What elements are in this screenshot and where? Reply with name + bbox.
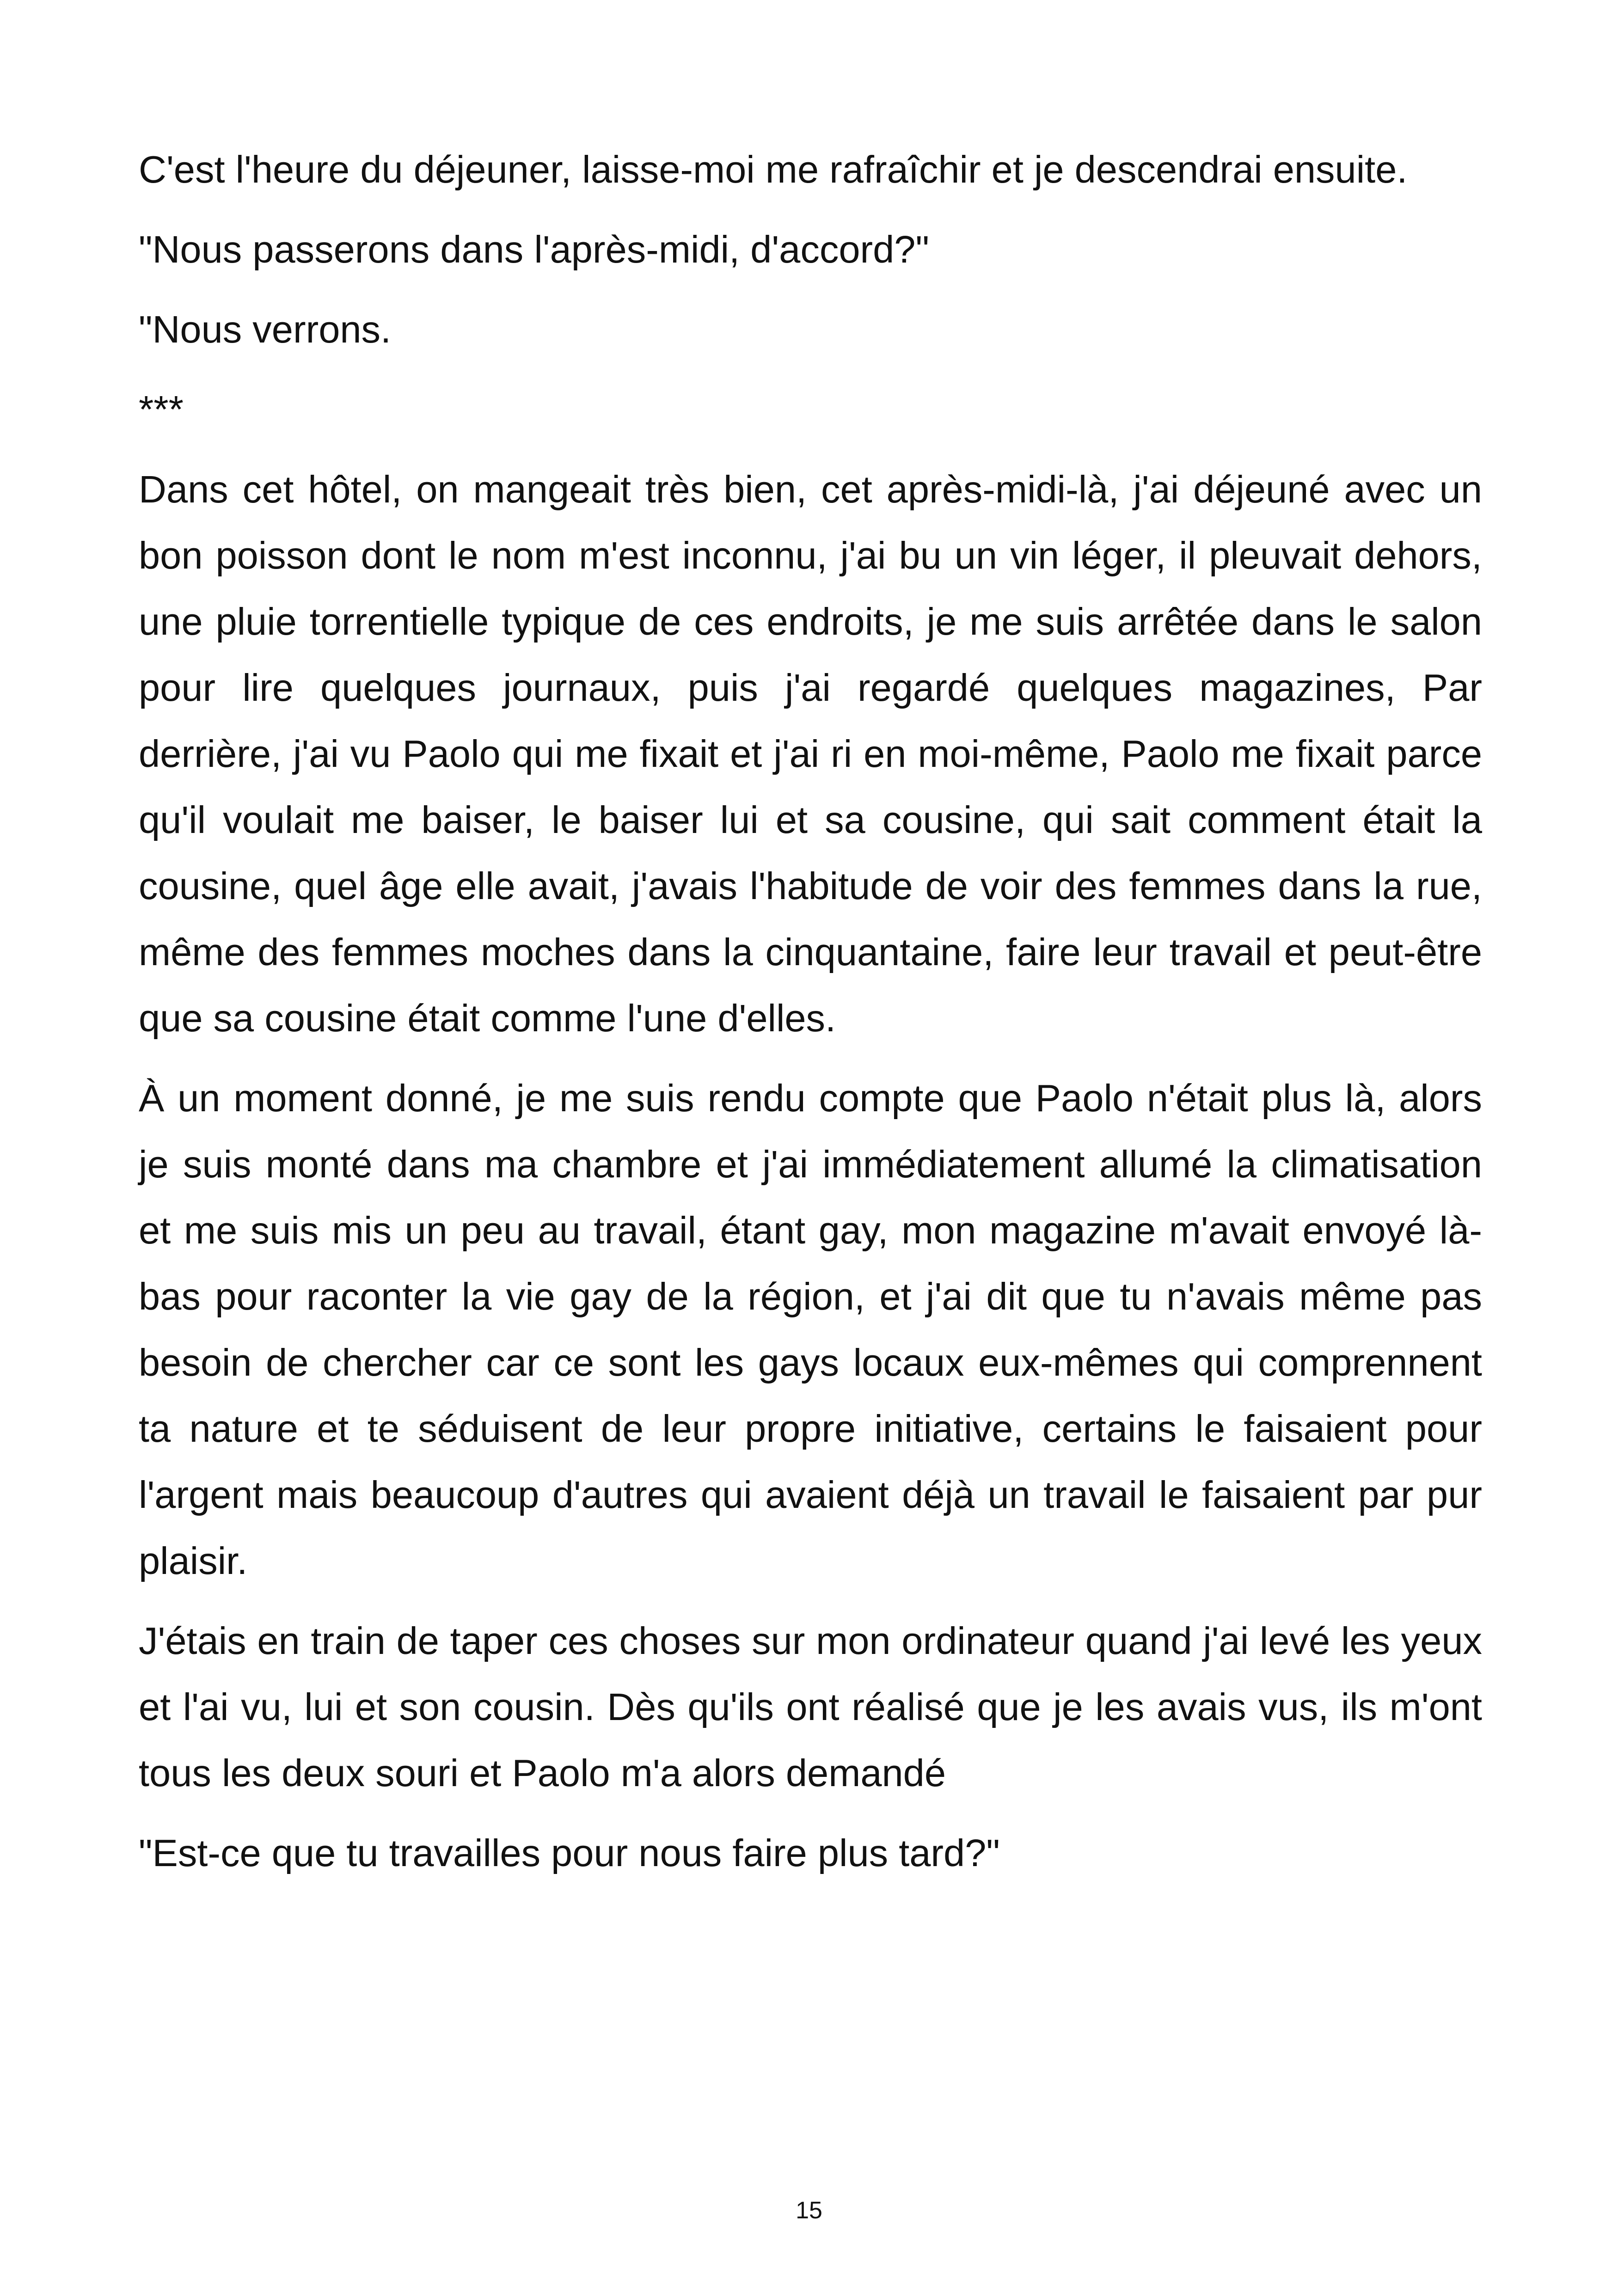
paragraph-5: À un moment donné, je me suis rendu compte que Paolo n'était plus là, alors je suis monté dans ma chambre et j'ai immédiatement allumé la climatisation et me suis mis un peu au travail, étant gay, mon magazine m'avait envoyé là-bas pour raconter la vie gay de la région, et j'ai dit que tu n'avais même pas besoin de chercher car ce sont les gays locaux eux-mêmes qui comprennent ta nature et te séduisent de leur propre initiative, certains le faisaient pour l'argent mais beaucoup d'autres qui avaient déjà un travail le faisaient par pur plaisir. [139,1077,1482,1582]
paragraph-2: "Nous passerons dans l'après-midi, d'accord?" [139,228,929,271]
paragraph-4: Dans cet hôtel, on mangeait très bien, cet après-midi-là, j'ai déjeuné avec un bon poisson dont le nom m'est inconnu, j'ai bu un vin léger, il pleuvait dehors, une pluie torrentielle typique de ces endroits, je me suis arrêtée dans le salon pour lire quelques journaux, puis j'ai regardé quelques magazines, Par derrière, j'ai vu Paolo qui me fixait et j'ai ri en moi-même, Paolo me fixait parce qu'il voulait me baiser, le baiser lui et sa cousine, qui sait comment était la cousine, quel âge elle avait, j'avais l'habitude de voir des femmes dans la rue, même des femmes moches dans la cinquantaine, faire leur travail et peut-être que sa cousine était comme l'une d'elles. [139,468,1482,1040]
paragraph-3: "Nous verrons. [139,308,392,351]
paragraph-6: J'étais en train de taper ces choses sur mon ordinateur quand j'ai levé les yeux et l'ai vu, lui et son cousin. Dès qu'ils ont réalisé que je les avais vus, ils m'ont tous les deux souri et Paolo m'a alors demandé [139,1619,1482,1794]
section-separator: *** [139,388,184,431]
body-text [139,136,1482,1900]
paragraph-1: C'est l'heure du déjeuner, laisse-moi me rafraîchir et je descendrai ensuite. [139,148,1408,191]
paragraph-7: "Est-ce que tu travailles pour nous faire plus tard?" [139,1831,1000,1874]
page-number: 15 [796,2197,822,2224]
